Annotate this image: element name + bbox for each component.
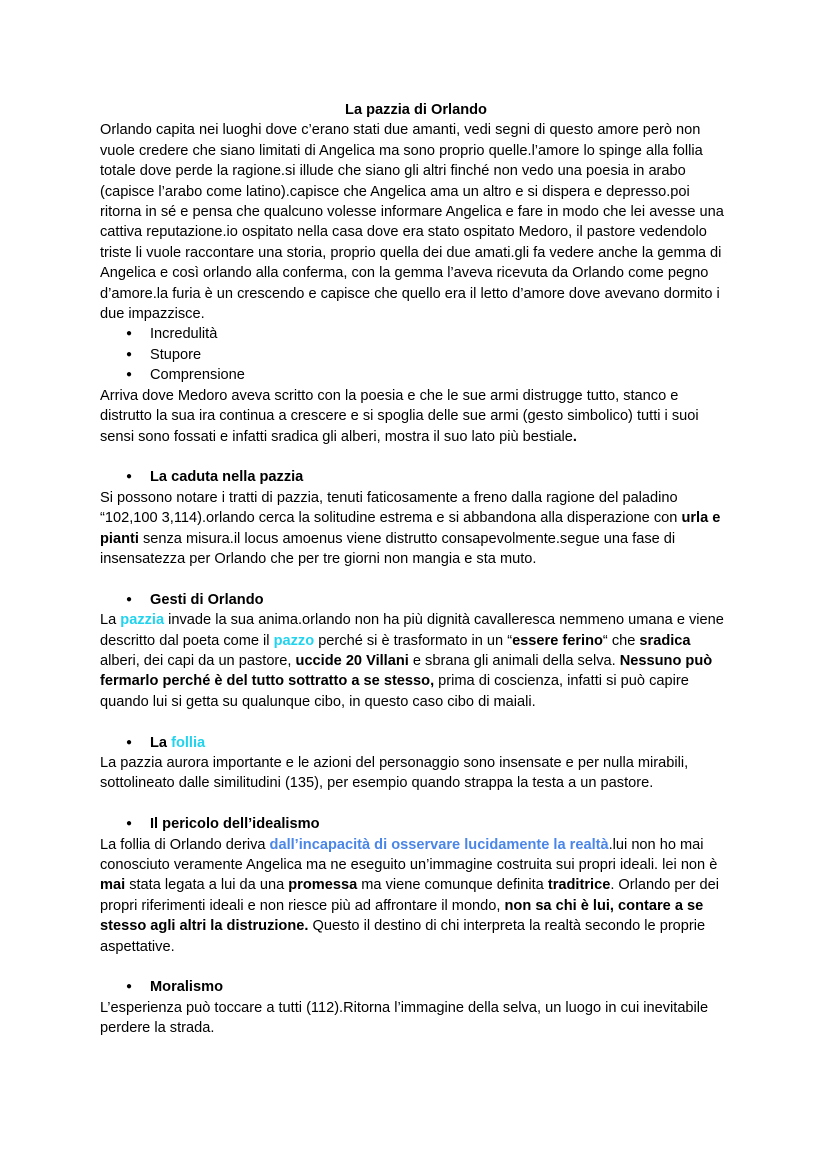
moralismo-paragraph: L’esperienza può toccare a tutti (112).Ritorna l’immagine della selva, un luogo in cui inevitabile perdere la strada. <box>100 999 709 1037</box>
armi-paragraph: Arriva dove Medoro aveva scritto con la poesia e che le sue armi distrugge tutto, stanco e distrutto la sua ira continua a crescere e si spoglia delle sue armi (gesto simbolico) tutti i suoi sensi sono fossati e infatti sradica gli alberi, mostra il suo lato più bestiale. <box>100 387 699 445</box>
list-item: ● Comprensione <box>100 365 732 385</box>
page-title: La pazzia di Orlando <box>345 102 487 118</box>
section-heading-pericolo: ● Il pericolo dell’idealismo <box>100 814 732 834</box>
section-heading-caduta: ● La caduta nella pazzia <box>100 467 732 487</box>
document-page <box>100 100 732 1039</box>
section-heading-gesti: ● Gesti di Orlando <box>100 590 732 610</box>
stages-list <box>100 324 732 385</box>
gesti-paragraph: La pazzia invade la sua anima.orlando non ha più dignità cavalleresca nemmeno umana e viene descritto dal poeta come il pazzo perché si è trasformato in un “essere ferino“ che sradica alberi, dei capi da un pastore, uccide 20 Villani e sbrana gli animali della selva. Nessuno può fermarlo perché è del tutto sottratto a se stesso, prima di coscienza, infatti si può capire quando lui si getta su qualunque cibo, in questo caso cibo di maiali. <box>100 612 724 710</box>
intro-paragraph: Orlando capita nei luoghi dove c’erano stati due amanti, vedi segni di questo amore però non vuole credere che siano limitati di Angelica ma sono proprio quelle.l’amore lo spinge alla follia totale dove perde la ragione.si illude che siano gli altri finché non vedo una poesia in arabo (capisce l’arabo come latino).capisce che Angelica ama un altro e si dispera e depresso.poi ritorna in sé e pensa che qualcuno volesse informare Angelica e fare in modo che lei avesse una cattiva reputazione.io ospitato nella casa dove era stato ospitato Medoro, il pastore vedendolo triste li vuole raccontare una storia, proprio quella dei due amati.gli fa vedere anche la gemma di Angelica e così orlando alla conferma, con la gemma l’aveva ricevuta da Orlando come pegno d’amore.la furia è un crescendo e capisce che quello era il letto d’amore dove avevano dormito i due impazzisce. <box>100 122 724 323</box>
section-heading-moralismo: ● Moralismo <box>100 977 732 997</box>
section-heading-follia: ● La follia <box>100 733 732 753</box>
caduta-paragraph: Si possono notare i tratti di pazzia, tenuti faticosamente a freno dalla ragione del paladino “102,100 3,114).orlando cerca la solitudine estrema e si abbandona alla disperazione con urla e pianti senza misura.il locus amoenus viene distrutto consapevolmente.segue una fase di insensatezza per Orlando che per tre giorni non mangia e sta muto. <box>100 489 721 567</box>
follia-paragraph: La pazzia aurora importante e le azioni del personaggio sono insensate e per nulla mirabili, sottolineato dalle similitudini (135), per esempio quando strappa la testa a un pastore. <box>100 754 689 792</box>
pericolo-paragraph: La follia di Orlando deriva dall’incapacità di osservare lucidamente la realtà.lui non ho mai conosciuto veramente Angelica ma ne eseguito un’immagine costruita sui propri ideali. lei non è mai stata legata a lui da una promessa ma viene comunque definita traditrice. Orlando per dei propri riferimenti ideali e non riesce più ad affrontare il mondo, non sa chi è lui, contare a se stesso agli altri la distruzione. Questo il destino di chi interpreta la realtà secondo le proprie aspettative. <box>100 836 720 955</box>
list-item: ● Stupore <box>100 345 732 365</box>
list-item: ● Incredulità <box>100 324 732 344</box>
